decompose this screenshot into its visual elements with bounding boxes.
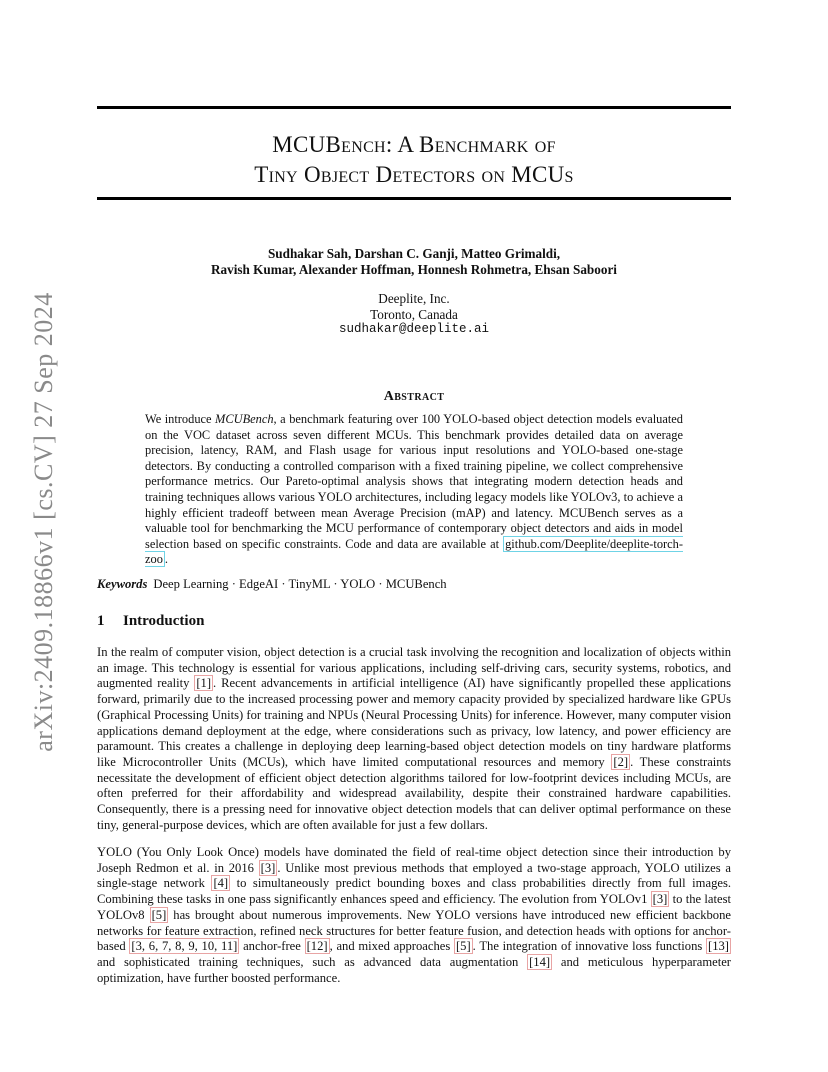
p2-text-e: has brought about numerous improvements. New YOLO versions have introduced new efficient backbone networks for feature extraction, refined neck structures for better feature fusion, and detection heads with options for anchor-based	[97, 907, 731, 954]
p2-text-i: and sophisticated training techniques, such as advanced data augmentation	[97, 954, 528, 969]
section-title: Introduction	[123, 613, 205, 629]
author-list	[97, 246, 731, 278]
citation-link[interactable]: [5]	[151, 907, 167, 922]
arxiv-stamp: arXiv:2409.18866v1 [cs.CV] 27 Sep 2024	[29, 292, 58, 752]
abstract-heading: Abstract	[383, 389, 445, 404]
citation-link[interactable]: [12]	[306, 939, 328, 954]
citation-link[interactable]: [14]	[529, 954, 551, 969]
p2-text-a: YOLO (You Only Look Once) models have dominated the field of real-time object detection since their introduction by Joseph Redmon et al. in 2016	[97, 845, 731, 875]
citation-link[interactable]: [3]	[652, 892, 668, 907]
p2-text-j: and meticulous hyperparameter optimization, have further boosted performance.	[97, 954, 732, 985]
citation-link[interactable]: [4]	[213, 876, 229, 891]
author-email[interactable]: sudhakar@deeplite.ai	[338, 322, 490, 336]
title-line-2: Tiny Object Detectors on MCUs	[254, 162, 574, 187]
paper-title	[97, 130, 731, 190]
affiliation-city: Toronto, Canada	[370, 306, 458, 322]
p2-text-b: . Unlike most previous methods that employed a two-stage approach, YOLO utilizes a single-stage network	[97, 860, 731, 891]
p2-text-c: to simultaneously predict bounding boxes and class probabilities directly from full images. Combining these tasks in one pass significantly enhances speed and efficiency. The evolution from YOLOv1	[97, 876, 732, 907]
title-top-rule	[97, 106, 731, 109]
citation-link[interactable]: [13]	[708, 939, 729, 954]
abstract-body	[145, 412, 683, 568]
authors-line-2: Ravish Kumar, Alexander Hoffman, Honnesh Rohmetra, Ehsan Saboori	[211, 262, 617, 277]
intro-paragraph-1	[97, 645, 731, 833]
p2-text-d: to the latest YOLOv8	[97, 892, 731, 922]
title-bottom-rule	[97, 197, 731, 200]
affiliation	[97, 291, 731, 338]
p2-text-f: anchor-free	[239, 939, 305, 954]
p2-text-g: , and mixed approaches	[329, 939, 454, 954]
citation-link-group[interactable]: [3, 6, 7, 8, 9, 10, 11]	[131, 939, 238, 954]
title-line-1: MCUBench: A Benchmark of	[272, 132, 556, 157]
code-repo-link[interactable]: github.com/Deeplite/deeplite-torch-zoo	[145, 536, 683, 567]
section-heading-introduction	[97, 612, 204, 630]
section-number: 1	[97, 613, 105, 629]
citation-link[interactable]: [2]	[613, 754, 629, 769]
abstract-text-b: , a benchmark featuring over 100 YOLO-based object detection models evaluated on the VOC dataset across seven different MCUs. This benchmark provides detailed data on average precision, latency, RAM, and Flash usage for various input resolutions and YOLO-based one-stage detectors. By conducting a controlled comparison with a fixed training pipeline, we collect comprehensive performance metrics. Our Pareto-optimal analysis shows that integrating modern detection heads and training techniques allows various YOLO architectures, including legacy models like YOLOv3, to achieve a highly efficient tradeoff between mean Average Precision (mAP) and latency. MCUBench serves as a valuable tool for benchmarking the MCU performance of contemporary object detectors and aids in model selection based on specific constraints. Code and data are available at	[145, 412, 683, 551]
abstract-text-a: We introduce	[145, 412, 216, 426]
citation-link[interactable]: [1]	[196, 676, 212, 691]
p1-text-b: . Recent advancements in artificial intelligence (AI) have significantly propelled these applications forward, primarily due to the increased processing power and memory capacity provided by specialized hardware like GPUs (Graphical Processing Units) for training and NPUs (Neural Processing Units) for inference. However, many computer vision applications demand deployment at the edge, where considerations such as privacy, low latency, and power efficiency are paramount. This creates a challenge in deploying deep learning-based object detection models on tiny hardware platforms like Microcontroller Units (MCUs), which have limited computational resources and memory	[97, 676, 732, 769]
citation-link[interactable]: [3]	[260, 860, 276, 875]
keywords-label: Keywords	[97, 577, 148, 591]
intro-paragraph-2	[97, 845, 731, 986]
keywords-items: Deep Learning · EdgeAI · TinyML · YOLO · MCUBench	[153, 577, 447, 591]
keywords-line	[97, 576, 731, 592]
p2-text-h: . The integration of innovative loss functions	[472, 939, 707, 954]
citation-link[interactable]: [5]	[455, 939, 471, 954]
abstract-benchmark-name: MCUBench	[215, 412, 274, 426]
p1-text-c: . These constraints necessitate the development of efficient object detection algorithms tailored for low-footprint devices including MCUs, are often preferred for their affordability and widespread availability, despite their constrained hardware capabilities. Consequently, there is a pressing need for innovative object detection models that can deliver optimal performance on these tiny, general-purpose devices, which are often available for just a few dollars.	[97, 754, 731, 832]
authors-line-1: Sudhakar Sah, Darshan C. Ganji, Matteo Grimaldi,	[267, 246, 561, 261]
affiliation-org: Deeplite, Inc.	[378, 291, 450, 306]
p1-text-a: In the realm of computer vision, object detection is a crucial task involving the recognition and localization of objects within an image. This technology is essential for various applications, including self-driving cars, security systems, robotics, and augmented reality	[97, 645, 731, 691]
abstract-text-c: .	[164, 552, 168, 567]
